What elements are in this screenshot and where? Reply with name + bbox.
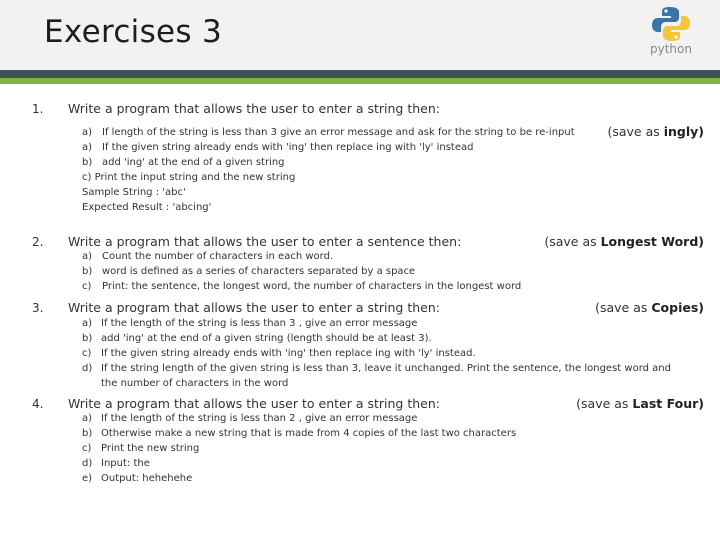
list-item: d) Input: the xyxy=(82,458,150,469)
slide-title: Exercises 3 xyxy=(44,14,223,50)
exercise-1-items xyxy=(82,125,575,215)
list-item: a) If the length of the string is less than 2 , give an error message xyxy=(82,413,418,424)
list-item: c) Print the new string xyxy=(82,443,200,454)
exercise-4-save-note: (save as Last Four) xyxy=(576,396,704,411)
list-item: Expected Result : 'abcing' xyxy=(82,202,212,213)
list-item: a) If length of the string is less than 3 give an error message and ask for the string to be re-input xyxy=(82,127,575,138)
list-item: b) add 'ing' at the end of a given string (length should be at least 3). xyxy=(82,333,432,344)
exercise-2-number: 2. xyxy=(32,235,44,249)
exercise-1-question: Write a program that allows the user to enter a string then: xyxy=(68,101,440,116)
list-item: b) add 'ing' at the end of a given string xyxy=(82,157,285,168)
python-logo-text: python xyxy=(650,42,692,56)
exercise-2-save-note: (save as Longest Word) xyxy=(544,234,704,249)
list-item: c) If the given string already ends with 'ing' then replace ing with 'ly' instead. xyxy=(82,348,476,359)
exercise-1-number: 1. xyxy=(32,102,44,116)
exercise-3-number: 3. xyxy=(32,301,44,315)
exercise-3-items xyxy=(82,316,671,391)
exercise-4-question: Write a program that allows the user to enter a string then: xyxy=(68,396,440,411)
exercise-2-items xyxy=(82,249,521,294)
exercise-4-items xyxy=(82,411,516,486)
list-item: the number of characters in the word xyxy=(101,378,289,389)
list-item: d) If the string length of the given string is less than 3, leave it unchanged. Print the sentence, the longest word and xyxy=(82,363,671,374)
list-item: Sample String : 'abc' xyxy=(82,187,186,198)
list-item: a) If the given string already ends with 'ing' then replace ing with 'ly' instead xyxy=(82,142,474,153)
slide-header xyxy=(0,0,720,70)
header-divider-green xyxy=(0,78,720,84)
list-item: a) If the length of the string is less than 3 , give an error message xyxy=(82,318,418,329)
list-item: c) Print the input string and the new string xyxy=(82,172,296,183)
header-divider-dark xyxy=(0,70,720,78)
list-item: b) Otherwise make a new string that is made from 4 copies of the last two characters xyxy=(82,428,517,439)
list-item: c) Print: the sentence, the longest word, the number of characters in the longest word xyxy=(82,281,522,292)
exercise-2-question: Write a program that allows the user to enter a sentence then: xyxy=(68,234,462,249)
list-item: b) word is defined as a series of characters separated by a space xyxy=(82,266,416,277)
python-logo-icon xyxy=(644,4,698,44)
list-item: e) Output: hehehehe xyxy=(82,473,193,484)
exercise-3-save-note: (save as Copies) xyxy=(595,300,704,315)
exercise-1-save-note: (save as ingly) xyxy=(607,124,704,139)
python-logo xyxy=(644,4,698,64)
exercise-3-question: Write a program that allows the user to enter a string then: xyxy=(68,300,440,315)
exercise-4-number: 4. xyxy=(32,397,44,411)
list-item: a) Count the number of characters in each word. xyxy=(82,251,334,262)
